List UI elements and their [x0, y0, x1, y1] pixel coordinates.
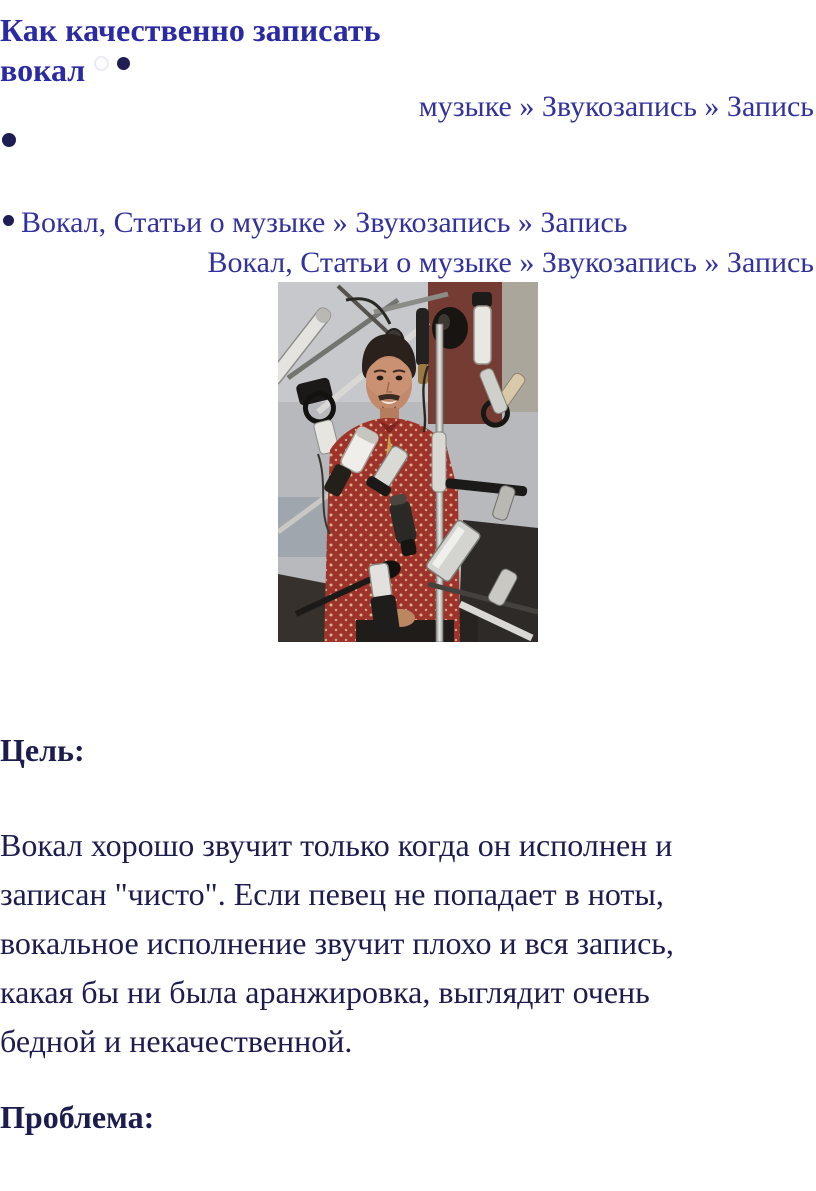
- page-title-line1: Как качественно записать: [0, 12, 381, 48]
- bullet-icon: [3, 215, 14, 226]
- goal-paragraph-line: вокальное исполнение звучит плохо и вся запись,: [0, 925, 674, 961]
- microphones-photo-graphic: [278, 282, 538, 642]
- breadcrumb-tail-link[interactable]: музыке » Звукозапись » Запись: [418, 90, 814, 123]
- breadcrumb-item-link[interactable]: Вокал, Статьи о музыке » Звукозапись » Запись: [21, 206, 628, 239]
- bullet-icon: [117, 57, 130, 70]
- goal-paragraph-line: записан "чисто". Если певец не попадает в ноты,: [0, 876, 664, 912]
- ghost-bullet-icon: [94, 56, 109, 71]
- goal-paragraph-line: какая бы ни была аранжировка, выглядит очень: [0, 974, 650, 1010]
- page-title-line2: вокал: [0, 52, 86, 88]
- goal-paragraph-line: бедной и некачественной.: [0, 1023, 353, 1059]
- section-heading-goal: Цель:: [0, 732, 85, 768]
- section-heading-problem: Проблема:: [0, 1099, 155, 1135]
- bullet-icon: [2, 133, 16, 147]
- breadcrumb-item-link[interactable]: Вокал, Статьи о музыке » Звукозапись » Запись: [207, 246, 814, 279]
- article-photo: [278, 282, 538, 642]
- goal-paragraph-line: Вокал хорошо звучит только когда он исполнен и: [0, 827, 673, 863]
- goal-paragraph: [0, 821, 674, 1066]
